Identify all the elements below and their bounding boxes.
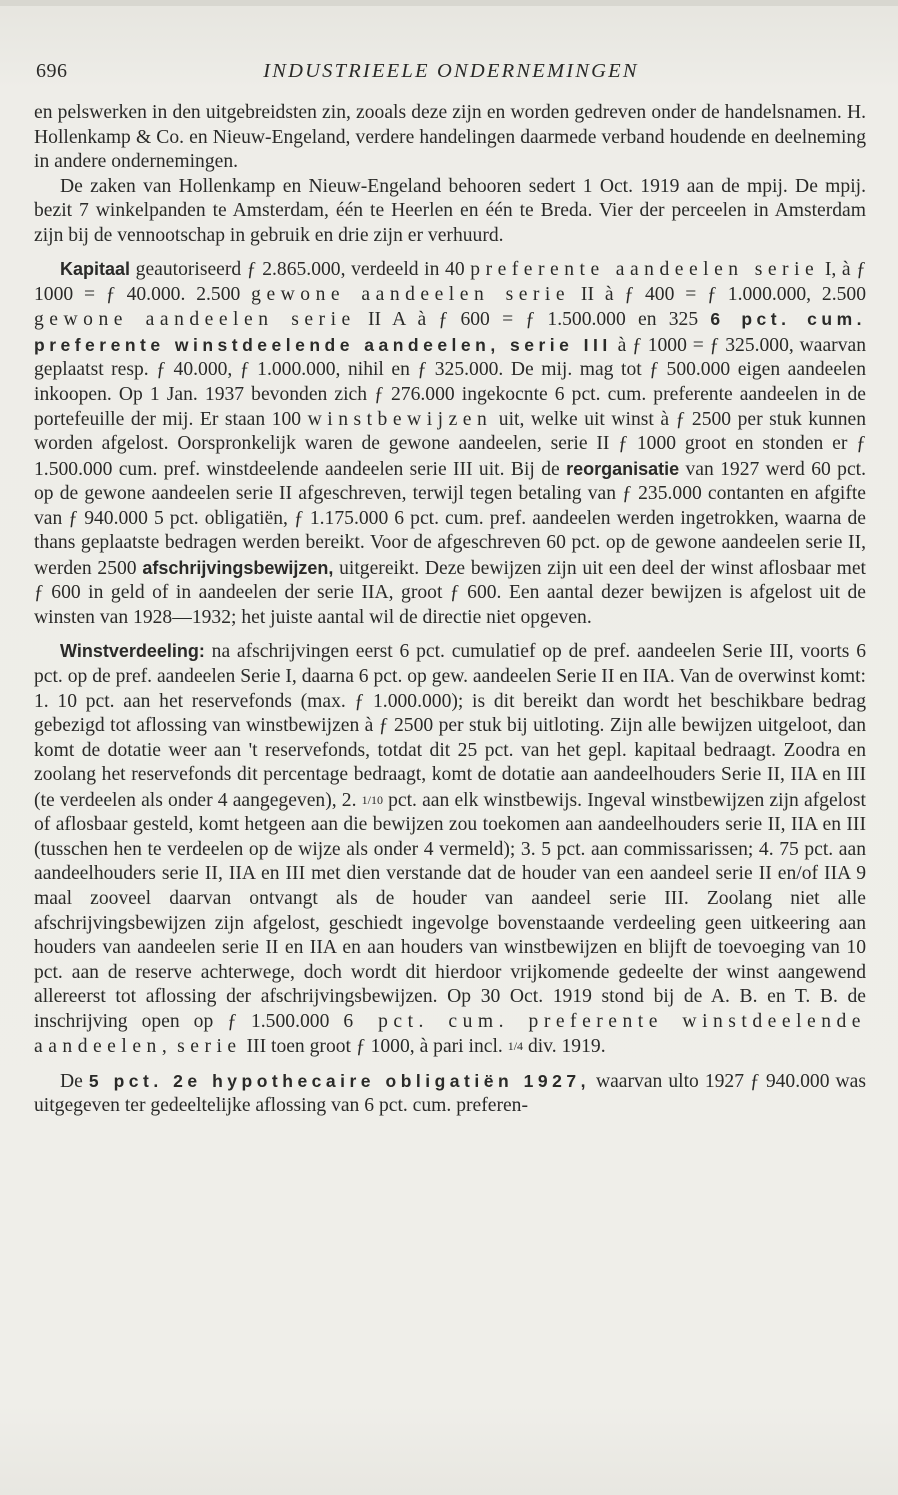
running-title: INDUSTRIEELE ONDERNEMINGEN [263, 60, 639, 82]
page-header [36, 60, 866, 90]
heading-afschrijvingsbewijzen: afschrijvingsbewijzen, [142, 557, 334, 578]
paragraph-business: De zaken van Hollenkamp en Nieuw-Engeland behooren sedert 1 Oct. 1919 aan de mpij. De mpij. bezit 7 winkelpanden te Amsterdam, één te Heerlen en één te Breda. Vier der perceelen in Amsterdam zijn bij de vennootschap in gebruik en drie zijn er verhuurd. [34, 175, 866, 246]
heading-kapitaal: Kapitaal [60, 259, 131, 280]
fraction-one-quarter: 1/4 [507, 1039, 524, 1054]
paragraph-winstverdeeling: Winstverdeeling: na afschrijvingen eerst 6 pct. cumulatief op de pref. aandeelen Serie III, voorts 6 pct. op de pref. aandeelen Serie I, daarna 6 pct. op gew. aandeelen Serie II en IIA. Van de overwinst komt: 1. 10 pct. aan het reservefonds (max. ƒ 1.000.000); is dit bereikt dan wordt het beschikbare bedrag gebezigd tot aflossing van winstbewijzen à ƒ 2500 per stuk bij uitloting. Zijn alle bewijzen uitgeloot, dan komt de dotatie weer aan 't reservefonds, totdat dit 25 pct. van het gepl. kapitaal bedraagt. Zoodra en zoolang het reservefonds dit percentage bedraagt, komt de dotatie aan aandeelhouders Serie II, IIA en III (te verdeelen als onder 4 aangegeven), 2. 1/10 pct. aan elk winstbewijs. Ingeval winstbewijzen zijn afgelost of aflosbaar gesteld, komt hetgeen aan die bewijzen zou toekomen aan aandeelhouders serie II, IIA en III (tusschen hen te verdeelen op de wijze als onder 4 vermeld); 3. 5 pct. aan commissarissen; 4. 75 pct. aan aandeelhouders serie II, IIA en III met dien verstande dat de houder van een aandeel serie II en/of IIA 9 maal zooveel daarvan ontvangt als de houder van aandeel serie III. Zoolang niet alle afschrijvingsbewijzen zijn afgelost, geschiedt ingevolge bovenstaande verdeeling geen uitkeering aan houders van aandeelen serie II en IIA en aan houders van winstbewijzen en blijft de toevoeging van 10 pct. aan de reserve achterwege, doch wordt dit hierdoor vrijkomende gedeelte der winst aangewend allereerst tot aflossing der afschrijvingsbewijzen. Op 30 Oct. 1919 stond bij de A. B. en T. B. de inschrijving open op ƒ 1.500.000 6 pct. cum. preferente winstdeelende aandeelen, serie III toen groot ƒ 1000, à pari incl. 1/4 div. 1919. [34, 641, 866, 1058]
paragraph-activities: en pelswerken in den uitgebreidsten zin, zooals deze zijn en worden gedreven onder de handelsnamen. H. Hollenkamp & Co. en Nieuw-Engeland, verdere handelingen daarmede verband houdende en deelneming in andere ondernemingen. [34, 102, 866, 173]
heading-obligaties: 5 pct. 2e hypothecaire obligatiën 1927, [88, 1070, 590, 1091]
heading-winstverdeeling: Winstverdeeling: [60, 641, 205, 662]
paragraph-capital: Kapitaal geautoriseerd ƒ 2.865.000, verdeeld in 40 preferente aandeelen serie I, à ƒ 1000 = ƒ 40.000. 2.500 gewone aandeelen serie II à ƒ 400 = ƒ 1.000.000, 2.500 gewone aandeelen serie II A à ƒ 600 = ƒ 1.500.000 en 325 6 pct. cum. preferente winstdeelende aandeelen, serie III à ƒ 1000 = ƒ 325.000, waarvan geplaatst resp. ƒ 40.000, ƒ 1.000.000, nihil en ƒ 325.000. De mij. mag tot ƒ 500.000 eigen aandeelen inkoopen. Op 1 Jan. 1937 bevonden zich ƒ 276.000 ingekocnte 6 pct. cum. preferente aandeelen in de portefeuille der mij. Er staan 100 winstbewijzen uit, welke uit winst à ƒ 2500 per stuk kunnen worden afgelost. Oorspronkelijk waren de gewone aandeelen, serie II ƒ 1000 groot en stonden er ƒ 1.500.000 cum. pref. winstdeelende aandeelen serie III uit. Bij de reorganisatie van 1927 werd 60 pct. op de gewone aandeelen serie II afgeschreven, terwijl tegen betaling van ƒ 235.000 contanten en afgifte van ƒ 940.000 5 pct. obligatiën, ƒ 1.175.000 6 pct. cum. pref. aandeelen werden ingetrokken, waarna de thans geplaatste bedragen werden bereikt. Voor de afgeschreven 60 pct. op de gewone aandeelen serie II, werden 2500 afschrijvingsbewijzen, uitgereikt. Deze bewijzen zijn uit een deel der winst aflosbaar met ƒ 600 in geld of in aandeelen der serie IIA, groot ƒ 600. Een aantal dezer bewijzen is afgelost uit de winsten van 1928—1932; het juiste aantal wil de directie niet opgeven. [34, 259, 866, 628]
paragraph-obligaties: De 5 pct. 2e hypothecaire obligatiën 1927, waarvan ulto 1927 ƒ 940.000 was uitgegeven ter gedeeltelijke aflossing van 6 pct. cum. preferen- [34, 1070, 866, 1117]
page-number: 696 [36, 60, 68, 82]
page-body [34, 101, 866, 1119]
page-top-edge [0, 0, 898, 6]
fraction-one-tenth: 1/10 [361, 792, 383, 807]
heading-reorganisatie: reorganisatie [566, 458, 680, 479]
